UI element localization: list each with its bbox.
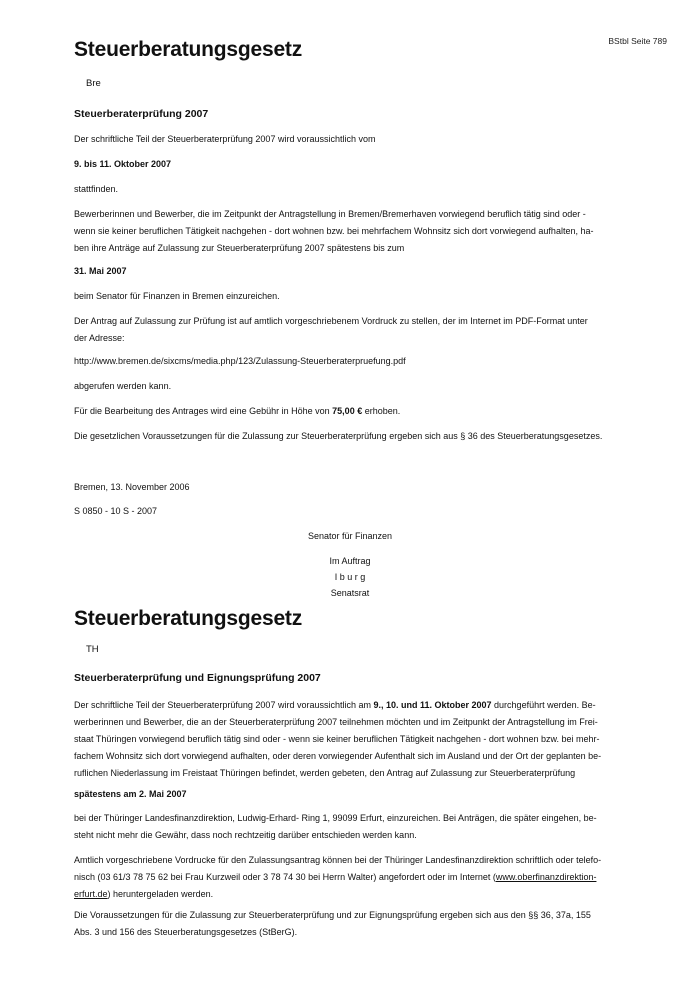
text-line: ben ihre Anträge auf Zulassung zur Steuerberaterprüfung 2007 spätestens bis zum <box>74 243 405 253</box>
paragraph: stattfinden. <box>74 184 119 194</box>
paragraph <box>74 852 626 903</box>
section-heading: Steuerberaterprüfung und Eignungsprüfung 2007 <box>74 672 321 684</box>
text-line: Bewerberinnen und Bewerber, die im Zeitpunkt der Antragstellung in Bremen/Bremerhaven vorwiegend beruflich tätig sind oder - <box>74 209 586 219</box>
text-line <box>74 869 626 886</box>
text-line: ruflichen Niederlassung im Freistaat Thüringen befindet, werden gebeten, den Antrag auf Zulassung zur Steuerberaterprüfung <box>74 768 576 778</box>
paragraph: Die gesetzlichen Voraussetzungen für die Zulassung zur Steuerberaterprüfung ergeben sich aus § 36 des Steuerberatungsgesetzes. <box>74 431 603 441</box>
section-title: Steuerberatungsgesetz <box>74 38 303 61</box>
text-line <box>74 697 626 714</box>
paragraph <box>74 810 626 844</box>
text-line: wenn sie keiner beruflichen Tätigkeit nachgehen - dort wohnen bzw. bei mehrfachem Wohnsitz sich dort vorwiegend aufhalten, ha- <box>74 226 594 236</box>
website-link[interactable]: www.oberfinanzdirektion- <box>495 872 597 882</box>
exam-date-range: 9. bis 11. Oktober 2007 <box>74 159 172 169</box>
fee-paragraph <box>74 403 626 420</box>
state-abbreviation: Bre <box>86 78 101 89</box>
reference-number: S 0850 - 10 S - 2007 <box>74 506 158 516</box>
paragraph <box>74 313 626 347</box>
paragraph: beim Senator für Finanzen in Bremen einzureichen. <box>74 291 280 301</box>
text-span: nisch (03 61/3 78 75 62 bei Frau Kurzweil oder 3 78 74 30 bei Herrn Walter) angefordert oder im Internet ( <box>74 872 496 882</box>
text-line: Der Antrag auf Zulassung zur Prüfung ist auf amtlich vorgeschriebenem Vordruck zu stellen, der im Internet im PDF-Format unter <box>74 316 588 326</box>
state-abbreviation: TH <box>86 644 99 655</box>
paragraph: Der schriftliche Teil der Steuerberaterprüfung 2007 wird voraussichtlich vom <box>74 134 376 144</box>
page-reference: BStbl Seite 789 <box>608 36 667 46</box>
text-line: staat Thüringen vorwiegend beruflich tätig sind oder - wenn sie keiner beruflichen Tätigkeit nachgehen - dort wohnen bzw. bei mehr- <box>74 734 600 744</box>
deadline: spätestens am 2. Mai 2007 <box>74 789 187 799</box>
text-line <box>74 886 626 903</box>
text-line: der Adresse: <box>74 333 125 343</box>
text-line: Abs. 3 und 156 des Steuerberatungsgesetzes (StBerG). <box>74 927 298 937</box>
text-span: Für die Bearbeitung des Antrages wird eine Gebühr in Höhe von <box>74 406 333 416</box>
text-span: durchgeführt werden. Be- <box>491 700 596 710</box>
sign-off: Im Auftrag <box>329 556 371 566</box>
paragraph <box>74 907 626 941</box>
fee-amount: 75,00 € <box>332 406 363 416</box>
signer-name: I b u r g <box>334 572 366 582</box>
paragraph <box>74 206 626 257</box>
text-line: Die Voraussetzungen für die Zulassung zur Steuerberaterprüfung und zur Eignungsprüfung ergeben sich aus den §§ 36, 37a, 155 <box>74 910 591 920</box>
place-and-date: Bremen, 13. November 2006 <box>74 482 190 492</box>
section-heading: Steuerberaterprüfung 2007 <box>74 108 209 120</box>
signer-title: Senatsrat <box>330 588 370 598</box>
text-line: fachem Wohnsitz sich dort vorwiegend aufhalten, oder deren vorwiegender Aufenthalt sich im Ausland und der Ort der geplanten be- <box>74 751 602 761</box>
application-url: http://www.bremen.de/sixcms/media.php/123/Zulassung-Steuerberaterpruefung.pdf <box>74 356 406 366</box>
paragraph <box>74 697 626 782</box>
text-span: ) heruntergeladen werden. <box>107 889 214 899</box>
text-line: Amtlich vorgeschriebene Vordrucke für den Zulassungsantrag können bei der Thüringer Landesfinanzdirektion schriftlich oder telefo- <box>74 855 602 865</box>
exam-dates: 9., 10. und 11. Oktober 2007 <box>373 700 492 710</box>
text-span: erhoben. <box>362 406 401 416</box>
text-span: Der schriftliche Teil der Steuerberaterprüfung 2007 wird voraussichtlich am <box>74 700 374 710</box>
issuing-authority: Senator für Finanzen <box>307 531 393 541</box>
text-line: werberinnen und Bewerber, die an der Steuerberaterprüfung 2007 teilnehmen möchten und im Zeitpunkt der Antragstellung im Frei- <box>74 717 598 727</box>
paragraph: abgerufen werden kann. <box>74 381 172 391</box>
text-line: steht nicht mehr die Gewähr, dass noch rechtzeitig darüber entschieden werden kann. <box>74 830 417 840</box>
text-line: bei der Thüringer Landesfinanzdirektion, Ludwig-Erhard- Ring 1, 99099 Erfurt, einzureichen. Bei Anträgen, die später eingehen, be- <box>74 813 597 823</box>
deadline: 31. Mai 2007 <box>74 266 127 276</box>
website-link[interactable]: erfurt.de <box>74 889 108 899</box>
section-title: Steuerberatungsgesetz <box>74 607 303 630</box>
